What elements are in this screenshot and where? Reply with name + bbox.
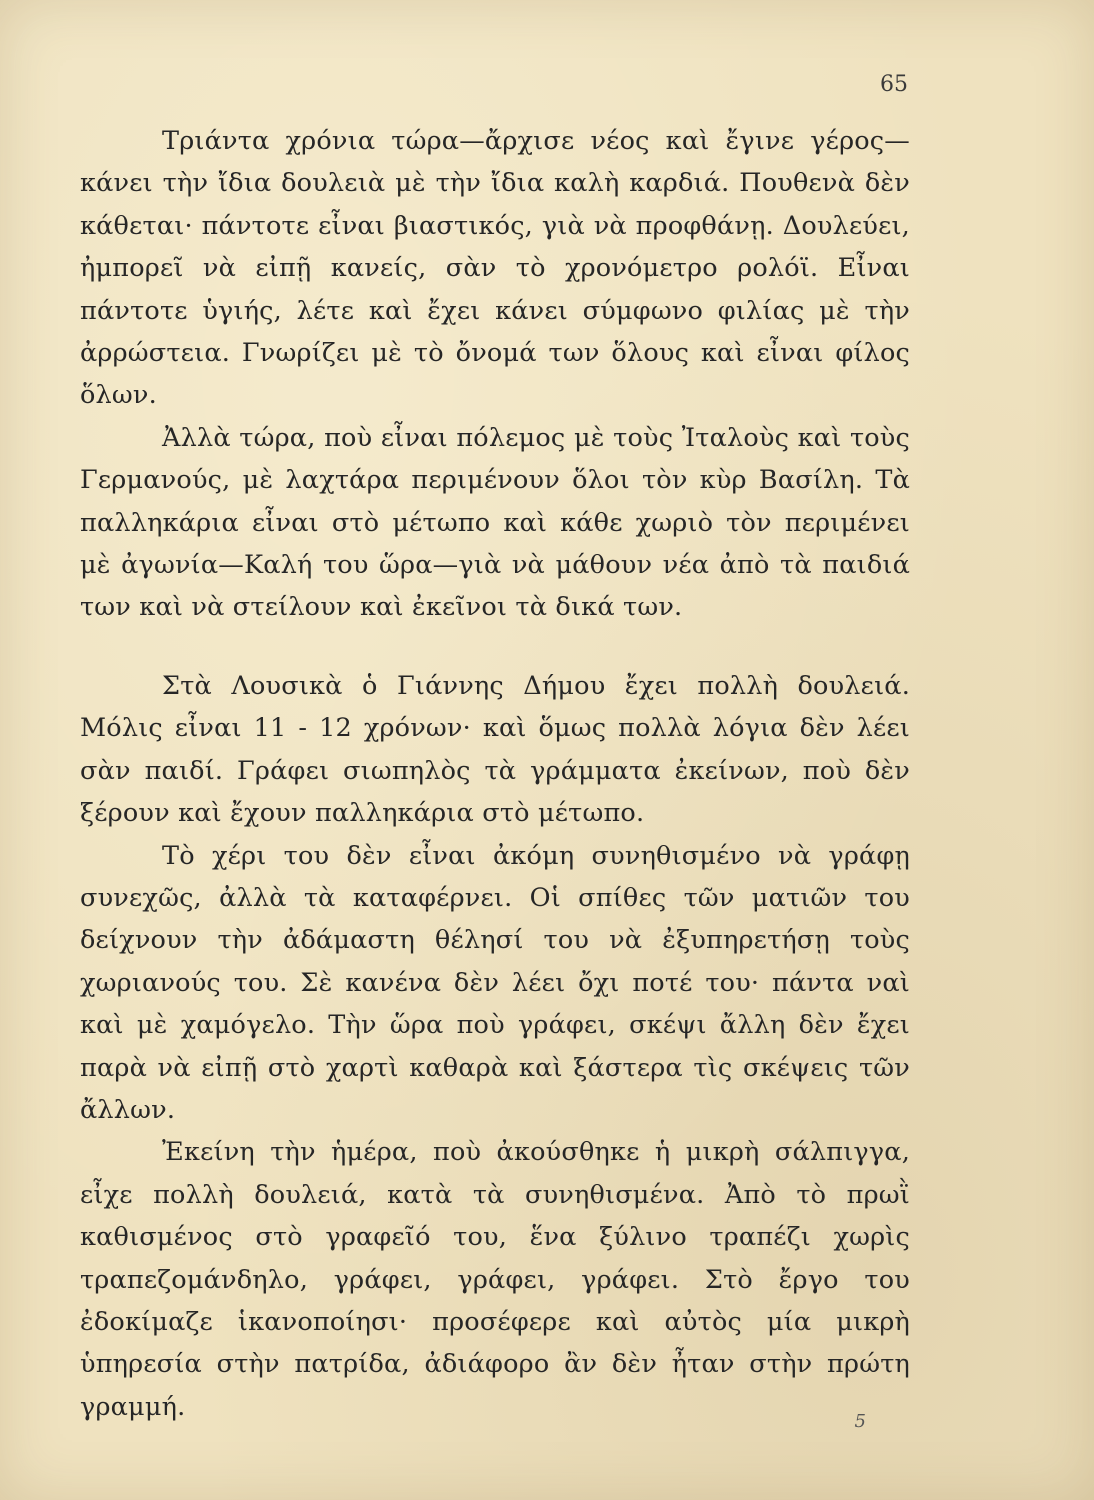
page-number: 65 (880, 72, 908, 97)
body-text (80, 120, 910, 1428)
paragraph: Ἐκείνη τὴν ἡμέρα, ποὺ ἀκούσθηκε ἡ μικρὴ σάλπιγγα, εἶχε πολλὴ δουλειά, κατὰ τὰ συνηθισμένα. Ἀπὸ τὸ πρωῒ καθισμένος στὸ γραφεῖό του, ἕνα ξύλινο τραπέζι χωρὶς τραπεζομάνδηλο, γράφει, γράφει, γράφει. Στὸ ἔργο του ἐδοκίμαζε ἱκανοποίησι· προσέφερε καὶ αὐτὸς μία μικρὴ ὑπηρεσία στὴν πατρίδα, ἀδιάφορο ἂν δὲν ἦταν στὴν πρώτη γραμμή. (80, 1137, 910, 1422)
paragraph: Τὸ χέρι του δὲν εἶναι ἀκόμη συνηθισμένο νὰ γράφῃ συνεχῶς, ἀλλὰ τὰ καταφέρνει. Οἱ σπίθες τῶν ματιῶν του δείχνουν τὴν ἀδάμαστη θέλησί του νὰ ἐξυπηρετήσῃ τοὺς χωριανούς του. Σὲ κανένα δὲν λέει ὄχι ποτέ του· πάντα ναὶ καὶ μὲ χαμόγελο. Τὴν ὥρα ποὺ γράφει, σκέψι ἄλλη δὲν ἔχει παρὰ νὰ εἰπῇ στὸ χαρτὶ καθαρὰ καὶ ξάστερα τὶς σκέψεις τῶν ἄλλων. (80, 840, 910, 1125)
paragraph: Ἀλλὰ τώρα, ποὺ εἶναι πόλεμος μὲ τοὺς Ἰταλοὺς καὶ τοὺς Γερμανούς, μὲ λαχτάρα περιμένουν ὅλοι τὸν κὺρ Βασίλη. Τὰ παλληκάρια εἶναι στὸ μέτωπο καὶ κάθε χωριὸ τὸν περιμένει μὲ ἀγωνία—Καλή του ὥρα—γιὰ νὰ μάθουν νέα ἀπὸ τὰ παιδιά των καὶ νὰ στείλουν καὶ ἐκεῖνοι τὰ δικά των. (80, 422, 910, 623)
paragraph: Τριάντα χρόνια τώρα—ἄρχισε νέος καὶ ἔγινε γέρος—κάνει τὴν ἴδια δουλειὰ μὲ τὴν ἴδια καλὴ καρδιά. Πουθενὰ δὲν κάθεται· πάντοτε εἶναι βιαστικός, γιὰ νὰ προφθάνῃ. Δουλεύει, ἠμπορεῖ νὰ εἰπῇ κανείς, σὰν τὸ χρονόμετρο ρολόϊ. Εἶναι πάντοτε ὑγιής, λέτε καὶ ἔχει κάνει σύμφωνο φιλίας μὲ τὴν ἀρρώστεια. Γνωρίζει μὲ τὸ ὄνομά των ὅλους καὶ εἶναι φίλος ὅλων. (80, 126, 910, 411)
signature-mark: 5 (854, 1411, 866, 1432)
paragraph: Στὰ Λουσικὰ ὁ Γιάννης Δήμου ἔχει πολλὴ δουλειά. Μόλις εἶναι 11 - 12 χρόνων· καὶ ὅμως πολλὰ λόγια δὲν λέει σὰν παιδί. Γράφει σιωπηλὸς τὰ γράμματα ἐκείνων, ποὺ δὲν ξέρουν καὶ ἔχουν παλληκάρια στὸ μέτωπο. (80, 670, 910, 829)
